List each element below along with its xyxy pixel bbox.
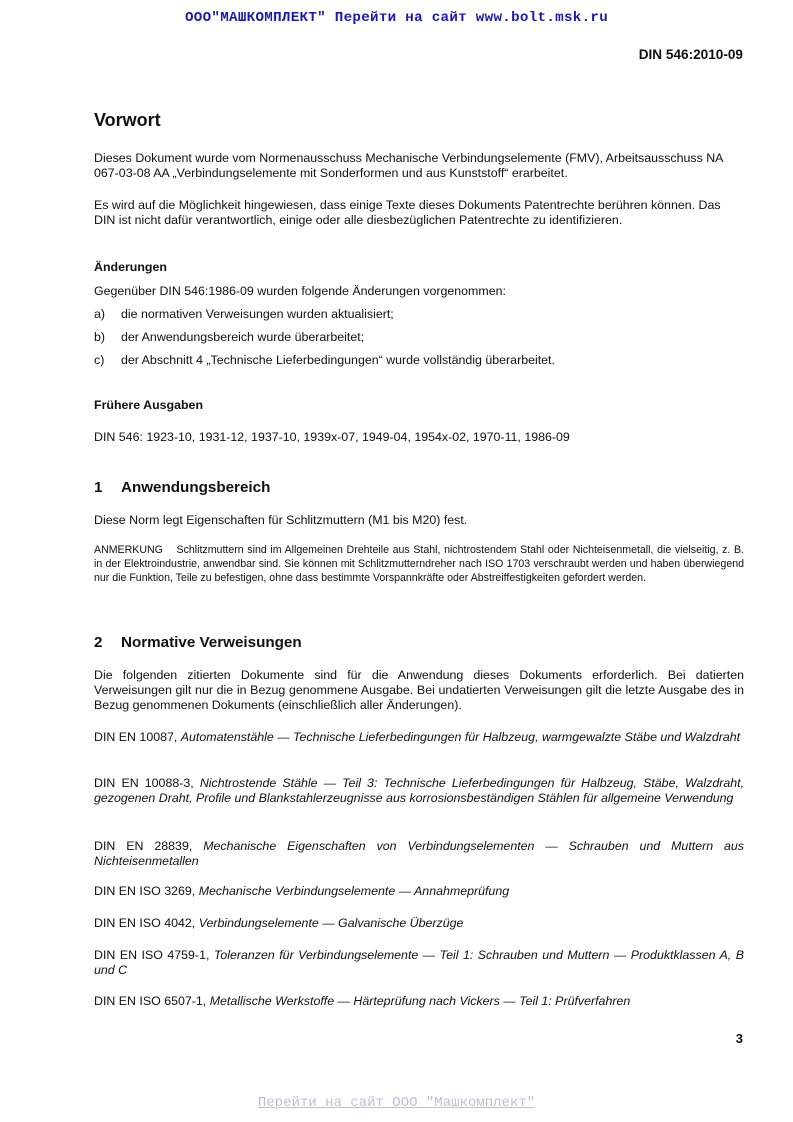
- reference-code: DIN EN ISO 4759-1,: [94, 948, 214, 962]
- normative-reference: [94, 948, 744, 978]
- list-item: [94, 307, 744, 322]
- reference-code: DIN EN 10087,: [94, 730, 181, 744]
- normative-reference: [94, 776, 744, 806]
- section-2-heading: [94, 634, 302, 652]
- normative-reference: [94, 730, 744, 745]
- normative-reference: [94, 916, 744, 931]
- reference-title: Mechanische Eigenschaften von Verbindungselementen — Schrauben und Muttern aus Nichteisenmetallen: [94, 839, 745, 868]
- previous-editions-list: DIN 546: 1923-10, 1931-12, 1937-10, 1939x-07, 1949-04, 1954x-02, 1970-11, 1986-09: [94, 430, 570, 444]
- normative-reference: [94, 839, 744, 869]
- section-title: Anwendungsbereich: [121, 479, 271, 496]
- reference-title: Metallische Werkstoffe — Härteprüfung nach Vickers — Teil 1: Prüfverfahren: [209, 994, 631, 1008]
- foreword-paragraph-2: Es wird auf die Möglichkeit hingewiesen, dass einige Texte dieses Dokuments Patentrechte berühren können. Das DIN ist nicht dafür verantwortlich, einige oder alle diesbezüglichen Patentrechte zu identifizieren.: [94, 198, 721, 227]
- reference-code: DIN EN ISO 3269,: [94, 884, 199, 898]
- top-banner-link[interactable]: ООО"МАШКОМПЛЕКТ" Перейти на сайт www.bolt.msk.ru: [184, 10, 609, 26]
- reference-title: Automatenstähle — Technische Lieferbedingungen für Halbzeug, warmgewalzte Stäbe und Walzdraht: [180, 730, 741, 744]
- reference-code: DIN EN ISO 4042,: [94, 916, 199, 930]
- reference-code: DIN EN ISO 6507-1,: [94, 994, 210, 1008]
- list-item: [94, 330, 744, 345]
- note-text: Schlitzmuttern sind im Allgemeinen Drehteile aus Stahl, nichtrostendem Stahl oder Nichteisenmetall, die vielseitig, z. B. in der Elektroindustrie, anwendbar sind. Sie können mit Schlitzmutterndreher nach ISO 1703 verschraubt werden und haben überwiegend nur die Funktion, Teile zu befestigen, ohne dass bestimmte Vorspannkräfte oder Abstreiffestigkeiten gefordert werden.: [94, 544, 744, 585]
- note-label: ANMERKUNG: [94, 544, 163, 556]
- foreword-paragraph-1: Dieses Dokument wurde vom Normenausschuss Mechanische Verbindungselemente (FMV), Arbeitsausschuss NA 067-03-08 AA „Verbindungselemente mit Sonderformen und aus Kunststoff“ erarbeitet.: [94, 151, 723, 180]
- changes-intro: Gegenüber DIN 546:1986-09 wurden folgende Änderungen vorgenommen:: [94, 284, 506, 298]
- previous-editions-heading: Frühere Ausgaben: [94, 398, 204, 412]
- section-number: 2: [94, 634, 103, 651]
- changes-heading: Änderungen: [94, 260, 167, 274]
- reference-title: Nichtrostende Stähle — Teil 3: Technische Lieferbedingungen für Halbzeug, Stäbe, Walzdraht, gezogenen Draht, Profile und Blankstahlerzeugnisse aus korrosionsbeständigen Stählen für allgemeine Verwendung: [94, 776, 745, 805]
- normative-reference: [94, 994, 744, 1009]
- reference-code: DIN EN 10088-3,: [94, 776, 200, 790]
- page-number: 3: [735, 1031, 743, 1046]
- reference-code: DIN EN 28839,: [94, 839, 204, 853]
- list-marker: c): [94, 353, 105, 367]
- reference-title: Mechanische Verbindungselemente — Annahmeprüfung: [198, 884, 510, 898]
- bottom-site-link[interactable]: Перейти на сайт ООО "Машкомплект": [257, 1095, 536, 1111]
- reference-title: Verbindungselemente — Galvanische Überzüge: [198, 916, 464, 930]
- list-item-text: die normativen Verweisungen wurden aktualisiert;: [121, 307, 394, 321]
- section-1-note: [94, 543, 744, 586]
- document-id: DIN 546:2010-09: [638, 47, 743, 62]
- reference-title: Toleranzen für Verbindungselemente — Teil 1: Schrauben und Muttern — Produktklassen A, B und C: [94, 948, 744, 977]
- list-item-text: der Abschnitt 4 „Technische Lieferbedingungen“ wurde vollständig überarbeitet.: [121, 353, 555, 367]
- section-title: Normative Verweisungen: [121, 634, 302, 651]
- section-1-heading: [94, 479, 270, 497]
- foreword-heading: Vorwort: [94, 110, 161, 130]
- list-item-text: der Anwendungsbereich wurde überarbeitet;: [121, 330, 365, 344]
- section-1-text: Diese Norm legt Eigenschaften für Schlitzmuttern (M1 bis M20) fest.: [94, 513, 468, 527]
- normative-reference: [94, 884, 744, 899]
- list-marker: b): [94, 330, 106, 344]
- section-2-intro: Die folgenden zitierten Dokumente sind für die Anwendung dieses Dokuments erforderlich. Bei datierten Verweisungen gilt nur die in Bezug genommene Ausgabe. Bei undatierten Verweisungen gilt die letzte Ausgabe des in Bezug genommenen Dokuments (einschließlich aller Änderungen).: [94, 668, 744, 712]
- section-number: 1: [94, 479, 103, 496]
- list-marker: a): [94, 307, 106, 321]
- list-item: [94, 353, 744, 368]
